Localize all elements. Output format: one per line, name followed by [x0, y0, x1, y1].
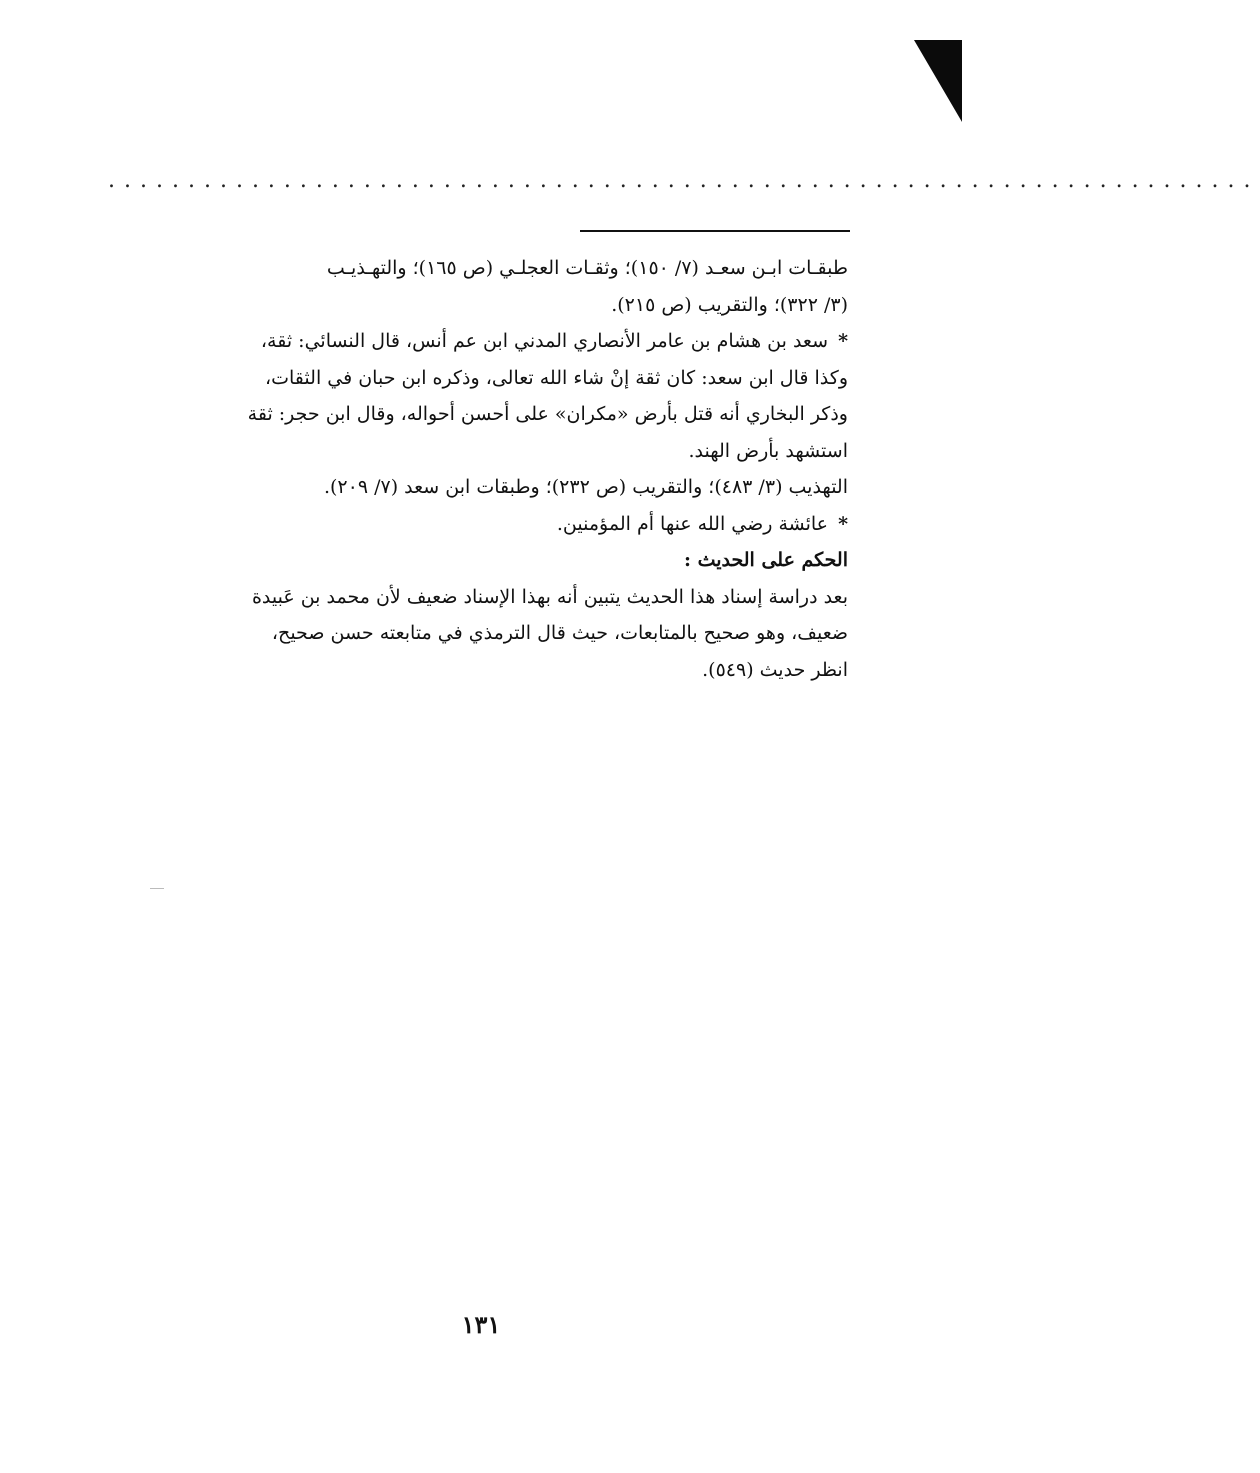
narrator-text: استشهد بأرض الهند.	[688, 439, 848, 462]
page-number: ١٣١	[461, 1310, 501, 1339]
narrator-references: التهذيب (٣/ ٤٨٣)؛ والتقريب (ص ٢٣٢)؛ وطبقات ابن سعد (٧/ ٢٠٩).	[323, 476, 848, 498]
scan-speck	[150, 888, 164, 889]
ruling-text: بعد دراسة إسناد هذا الحديث يتبين أنه بهذا الإسناد ضعيف لأن محمد بن عَبيدة	[251, 585, 848, 608]
narrator-entry-aisha	[104, 506, 848, 543]
footnote-rule	[580, 230, 850, 232]
narrator-text: وكذا قال ابن سعد: كان ثقة إنْ شاء الله تعالى، وذكره ابن حبان في الثقات،	[265, 366, 848, 389]
narrator-text: عائشة رضي الله عنها أم المؤمنين.	[556, 512, 829, 535]
ruling-text: انظر حديث (٥٤٩).	[702, 658, 848, 681]
narrator-text: وذكر البخاري أنه قتل بأرض «مكران» على أحسن أحواله، وقال ابن حجر: ثقة	[247, 403, 848, 425]
bullet-asterisk-icon: *	[838, 330, 848, 352]
footnote-line: طبقـات ابـن سعـد (٧/ ١٥٠)؛ وثقـات العجلـي (ص ١٦٥)؛ والتهـذيـب	[326, 257, 848, 279]
dotted-separator: ........................................................................	[108, 168, 1260, 193]
narrator-text: سعد بن هشام بن عامر الأنصاري المدني ابن عم أنس، قال النسائي: ثقة،	[260, 330, 829, 352]
page-body	[104, 250, 848, 688]
section-heading: الحكم على الحديث :	[683, 549, 848, 571]
ruling-text: ضعيف، وهو صحيح بالمتابعات، حيث قال الترمذي في متابعته حسن صحيح،	[271, 622, 848, 644]
narrator-entry-saad	[104, 323, 848, 360]
bullet-asterisk-icon: *	[838, 512, 848, 535]
footnote-line: (٣/ ٣٢٢)؛ والتقريب (ص ٢١٥).	[611, 293, 848, 316]
corner-triangle-mark	[914, 40, 962, 122]
